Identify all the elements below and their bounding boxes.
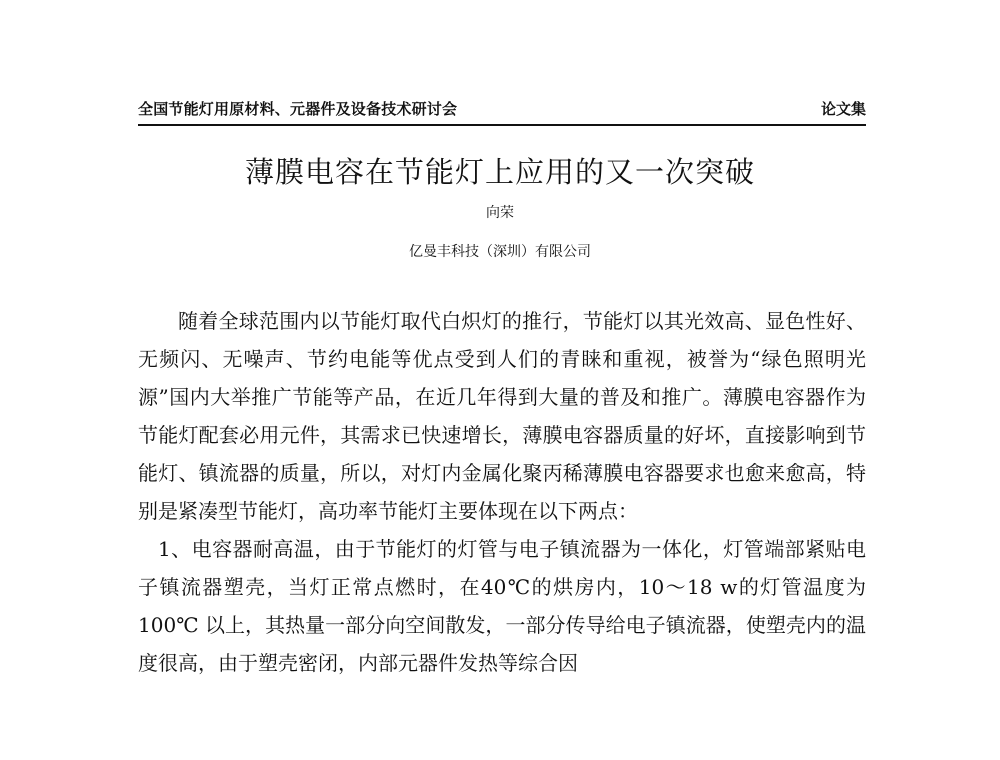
body-paragraph: 1、电容器耐高温，由于节能灯的灯管与电子镇流器为一体化，灯管端部紧贴电子镇流器塑壳，当灯正常点燃时，在40℃的烘房内，10～18 w的灯管温度为100℃ 以上，其热量一部分向空间散发，一部分传导给电子镇流器，使塑壳内的温度很高，由于塑壳密闭，内部元器件发热等综合因 — [138, 537, 866, 675]
paper-title: 薄膜电容在节能灯上应用的又一次突破 — [244, 155, 755, 189]
conference-name: 全国节能灯用原材料、元器件及设备技术研讨会 — [138, 100, 458, 118]
author-affiliation: 亿曼丰科技（深圳）有限公司 — [409, 244, 591, 260]
running-header — [138, 98, 866, 126]
section-label: 论文集 — [820, 100, 866, 118]
author-name: 向荣 — [486, 205, 514, 221]
paper-body — [138, 302, 866, 682]
body-paragraph: 随着全球范围内以节能灯取代白炽灯的推行，节能灯以其光效高、显色性好、无频闪、无噪声、节约电能等优点受到人们的青睐和重视，被誉为“绿色照明光源”国内大举推广节能等产品，在近几年得到大量的普及和推广。薄膜电容器作为节能灯配套必用元件，其需求已快速增长，薄膜电容器质量的好坏，直接影响到节能灯、镇流器的质量，所以，对灯内金属化聚丙稀薄膜电容器要求也愈来愈高，特别是紧凑型节能灯，高功率节能灯主要体现在以下两点： — [138, 309, 866, 523]
